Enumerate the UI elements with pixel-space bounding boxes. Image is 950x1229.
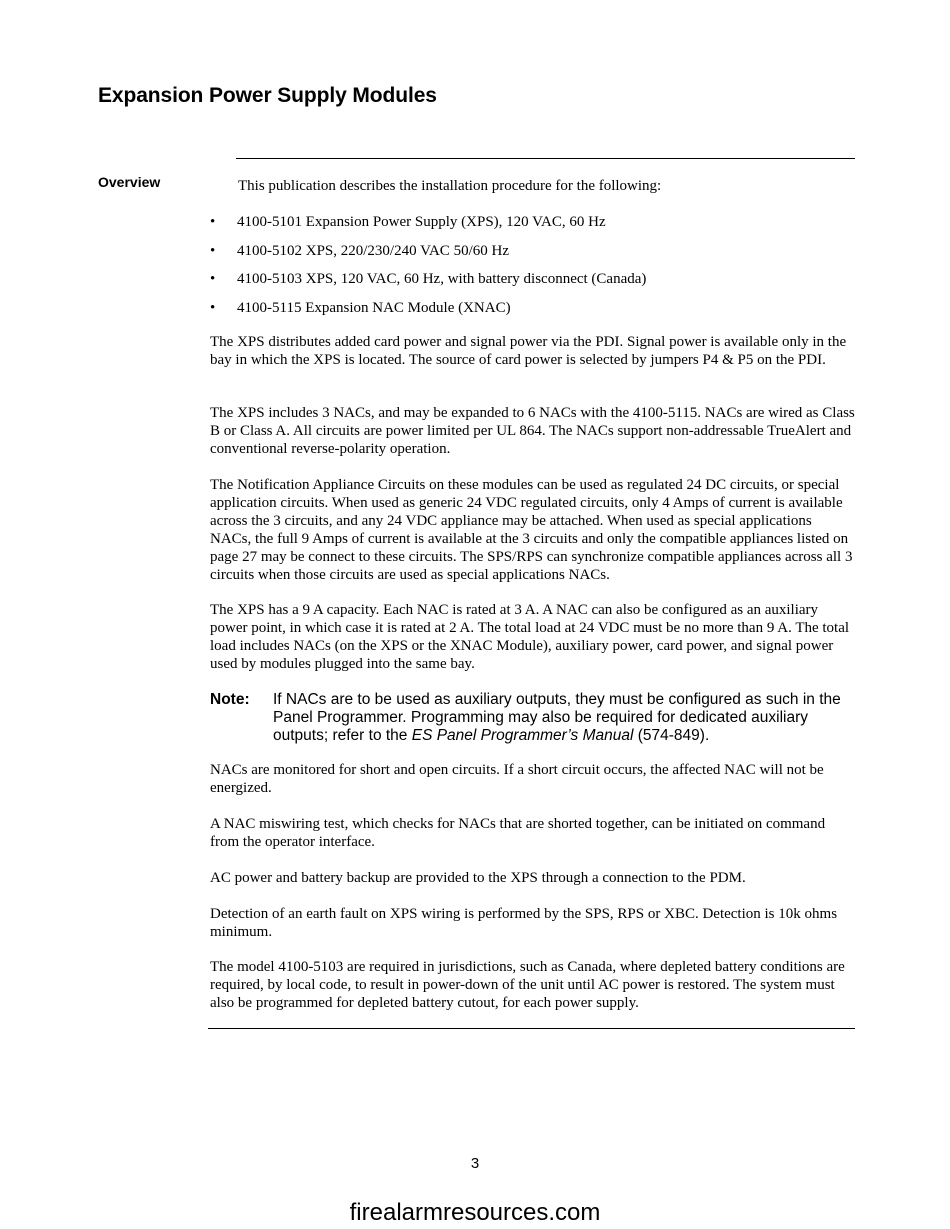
note-label: Note: [210,691,250,708]
list-item-text: 4100-5101 Expansion Power Supply (XPS), 120 VAC, 60 Hz [237,214,606,230]
bullet-icon: • [210,271,216,287]
manual-title: ES Panel Programmer’s Manual [411,727,634,744]
list-item [210,270,850,299]
paragraph-nac-count: The XPS includes 3 NACs, and may be expanded to 6 NACs with the 4100-5115. NACs are wired as Class B or Class A. All circuits are power limited per UL 864. The NACs support non-addressable TrueAlert and conventional reverse-polarity operation. [210,405,855,457]
paragraph-monitoring: NACs are monitored for short and open circuits. If a short circuit occurs, the affected NAC will not be energized. [210,762,824,796]
intro-text: This publication describes the installation procedure for the following: [238,178,662,194]
product-list [210,213,850,327]
note-text: If NACs are to be used as auxiliary outputs, they must be configured as such in the Panel Programmer. Programming may also be required for dedicated auxiliary outputs; refer to the ES Panel Programmer’s Manual (574-849). [273,691,841,744]
bullet-icon: • [210,299,216,316]
list-item-text: 4100-5103 XPS, 120 VAC, 60 Hz, with battery disconnect (Canada) [237,271,647,287]
list-item [210,299,850,328]
paragraph-earth-fault: Detection of an earth fault on XPS wiring is performed by the SPS, RPS or XBC. Detection is 10k ohms minimum. [210,906,838,940]
paragraph-battery-cutout: The model 4100-5103 are required in jurisdictions, such as Canada, where depleted battery conditions are required, by local code, to result in power-down of the unit until AC power is restored. The system must also be programmed for depleted battery cutout, for each power supply. [210,959,845,1011]
paragraph-signal-power: The XPS distributes added card power and signal power via the PDI. Signal power is available only in the bay in which the XPS is located. The source of card power is selected by jumpers P4 & P5 on the PDI. [210,334,847,368]
paragraph-miswiring-test: A NAC miswiring test, which checks for NACs that are shorted together, can be initiated on command from the operator interface. [210,816,826,850]
top-divider [236,158,855,159]
paragraph-ac-power: AC power and battery backup are provided to the XPS through a connection to the PDM. [210,870,746,886]
list-item [210,242,850,271]
footer-watermark: firealarmresources.com [349,1199,601,1226]
bottom-divider [208,1028,855,1029]
bullet-icon: • [210,214,216,230]
bullet-icon: • [210,242,216,259]
paragraph-nac-modes: The Notification Appliance Circuits on these modules can be used as regulated 24 DC circuits, or special application circuits. When used as generic 24 VDC regulated circuits, only 4 Amps of current is available across the 3 circuits, and any 24 VDC appliance may be attached. When used as special applications NACs, the full 9 Amps of current is available at the 3 circuits and only the compatible appliances listed on page 27 may be connect to these circuits. The SPS/RPS can synchronize compatible appliances across all 3 circuits when those circuits are used as special applications NACs. [210,477,853,583]
paragraph-capacity: The XPS has a 9 A capacity. Each NAC is rated at 3 A. A NAC can also be configured as an auxiliary power point, in which case it is rated at 2 A. The total load at 24 VDC must be no more than 9 A. The total load includes NACs (on the XPS or the XNAC Module), auxiliary power, card power, and signal power used by modules plugged into the same bay. [210,602,850,672]
list-item-text: 4100-5102 XPS, 220/230/240 VAC 50/60 Hz [237,242,509,259]
list-item-text: 4100-5115 Expansion NAC Module (XNAC) [237,299,511,316]
page-title: Expansion Power Supply Modules [98,84,437,107]
section-heading-overview: Overview [98,174,161,190]
note-block [210,691,855,745]
page-number: 3 [470,1155,480,1172]
list-item [210,213,850,242]
